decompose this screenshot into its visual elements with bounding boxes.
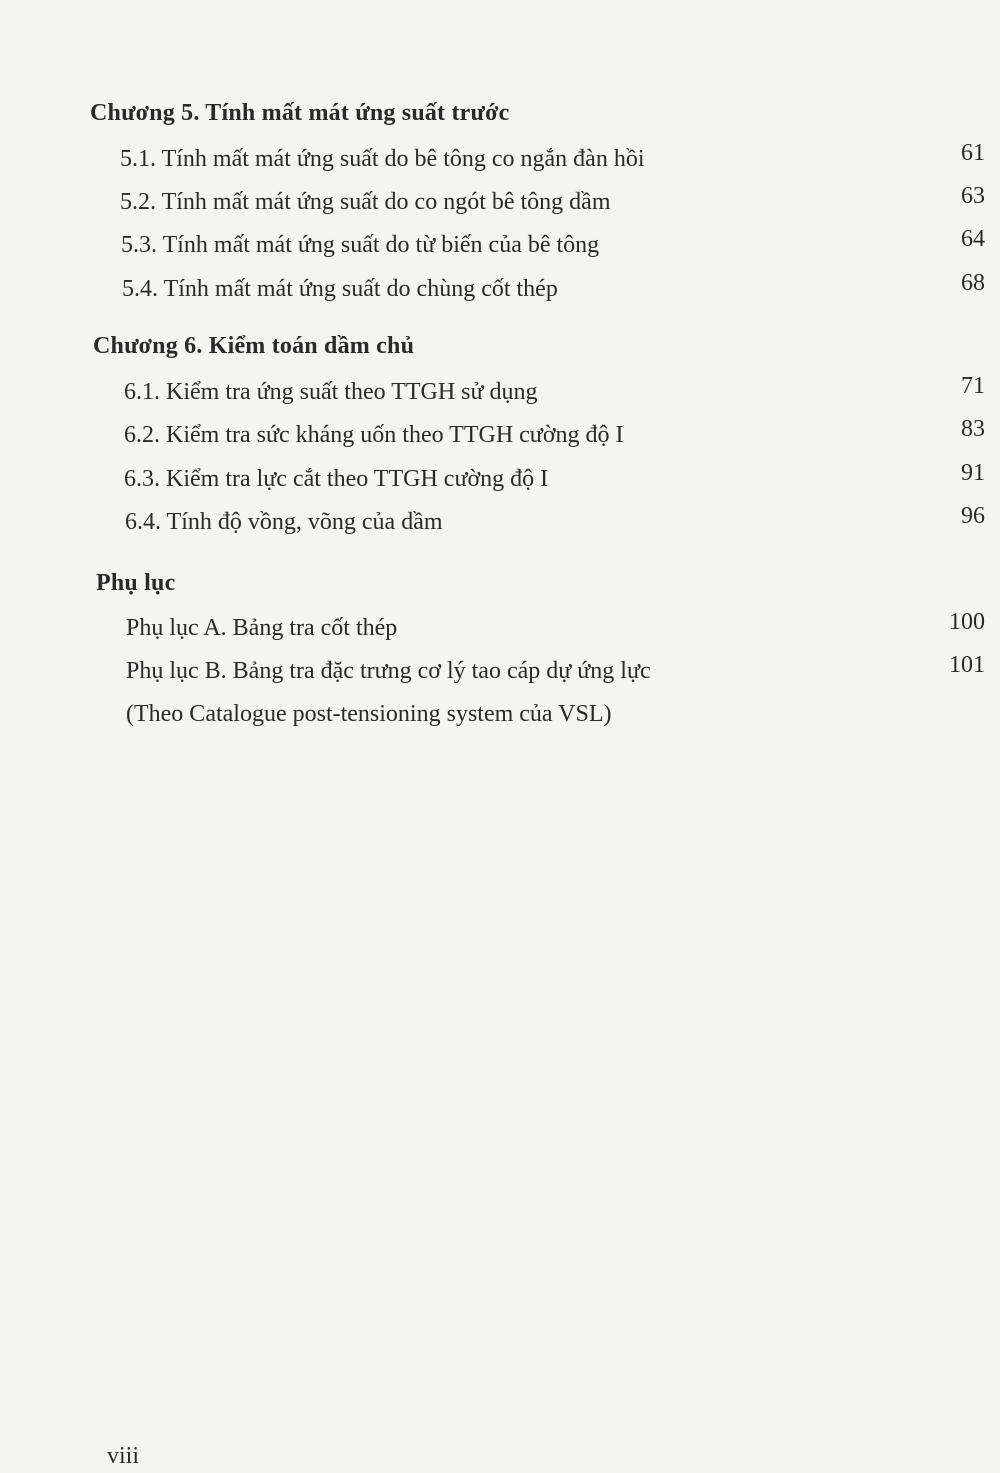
toc-entry-label: 6.3. Kiểm tra lực cắt theo TTGH cường độ I <box>124 466 549 492</box>
page-number: viii <box>107 1443 140 1469</box>
toc-entry-page: 63 <box>961 183 985 209</box>
toc-entry-6-4 <box>0 503 985 541</box>
toc-entry-page: 101 <box>949 652 985 678</box>
appendix-b-note: (Theo Catalogue post-tensioning system của VSL) <box>126 701 612 727</box>
toc-entry-label: 5.1. Tính mất mát ứng suất do bê tông co ngắn đàn hồi <box>120 146 645 172</box>
toc-entry-page: 71 <box>961 373 985 399</box>
toc-entry-page: 96 <box>961 503 985 529</box>
toc-entry-appendix-b <box>0 652 985 690</box>
toc-entry-label: 6.1. Kiểm tra ứng suất theo TTGH sử dụng <box>124 379 538 405</box>
toc-entry-page: 68 <box>961 270 985 296</box>
toc-entry-page: 83 <box>961 416 985 442</box>
toc-entry-5-4 <box>0 270 985 308</box>
toc-entry-page: 61 <box>961 140 985 166</box>
toc-entry-label: 5.2. Tính mất mát ứng suất do co ngót bê tông dầm <box>120 189 611 215</box>
toc-entry-label: Phụ lục A. Bảng tra cốt thép <box>126 615 398 641</box>
toc-entry-5-1 <box>0 140 985 178</box>
toc-entry-6-3 <box>0 460 985 498</box>
toc-entry-5-2 <box>0 183 985 221</box>
toc-entry-page: 64 <box>961 226 985 252</box>
toc-entry-label: Phụ lục B. Bảng tra đặc trưng cơ lý tao cáp dự ứng lực <box>126 658 651 684</box>
toc-entry-label: 5.4. Tính mất mát ứng suất do chùng cốt thép <box>122 276 558 302</box>
toc-entry-label: 6.2. Kiểm tra sức kháng uốn theo TTGH cường độ I <box>124 422 624 448</box>
appendix-title: Phụ lục <box>96 570 176 596</box>
toc-entry-page: 91 <box>961 460 985 486</box>
toc-entry-label: 5.3. Tính mất mát ứng suất do từ biến của bê tông <box>121 232 600 258</box>
toc-entry-label: 6.4. Tính độ vồng, võng của dầm <box>125 509 443 535</box>
toc-entry-appendix-a <box>0 609 985 647</box>
chapter-6-title: Chương 6. Kiểm toán dầm chủ <box>93 333 415 359</box>
toc-entry-6-2 <box>0 416 985 454</box>
chapter-5-title: Chương 5. Tính mất mát ứng suất trước <box>90 100 510 126</box>
toc-entry-5-3 <box>0 226 985 264</box>
toc-entry-6-1 <box>0 373 985 411</box>
toc-entry-page: 100 <box>949 609 985 635</box>
